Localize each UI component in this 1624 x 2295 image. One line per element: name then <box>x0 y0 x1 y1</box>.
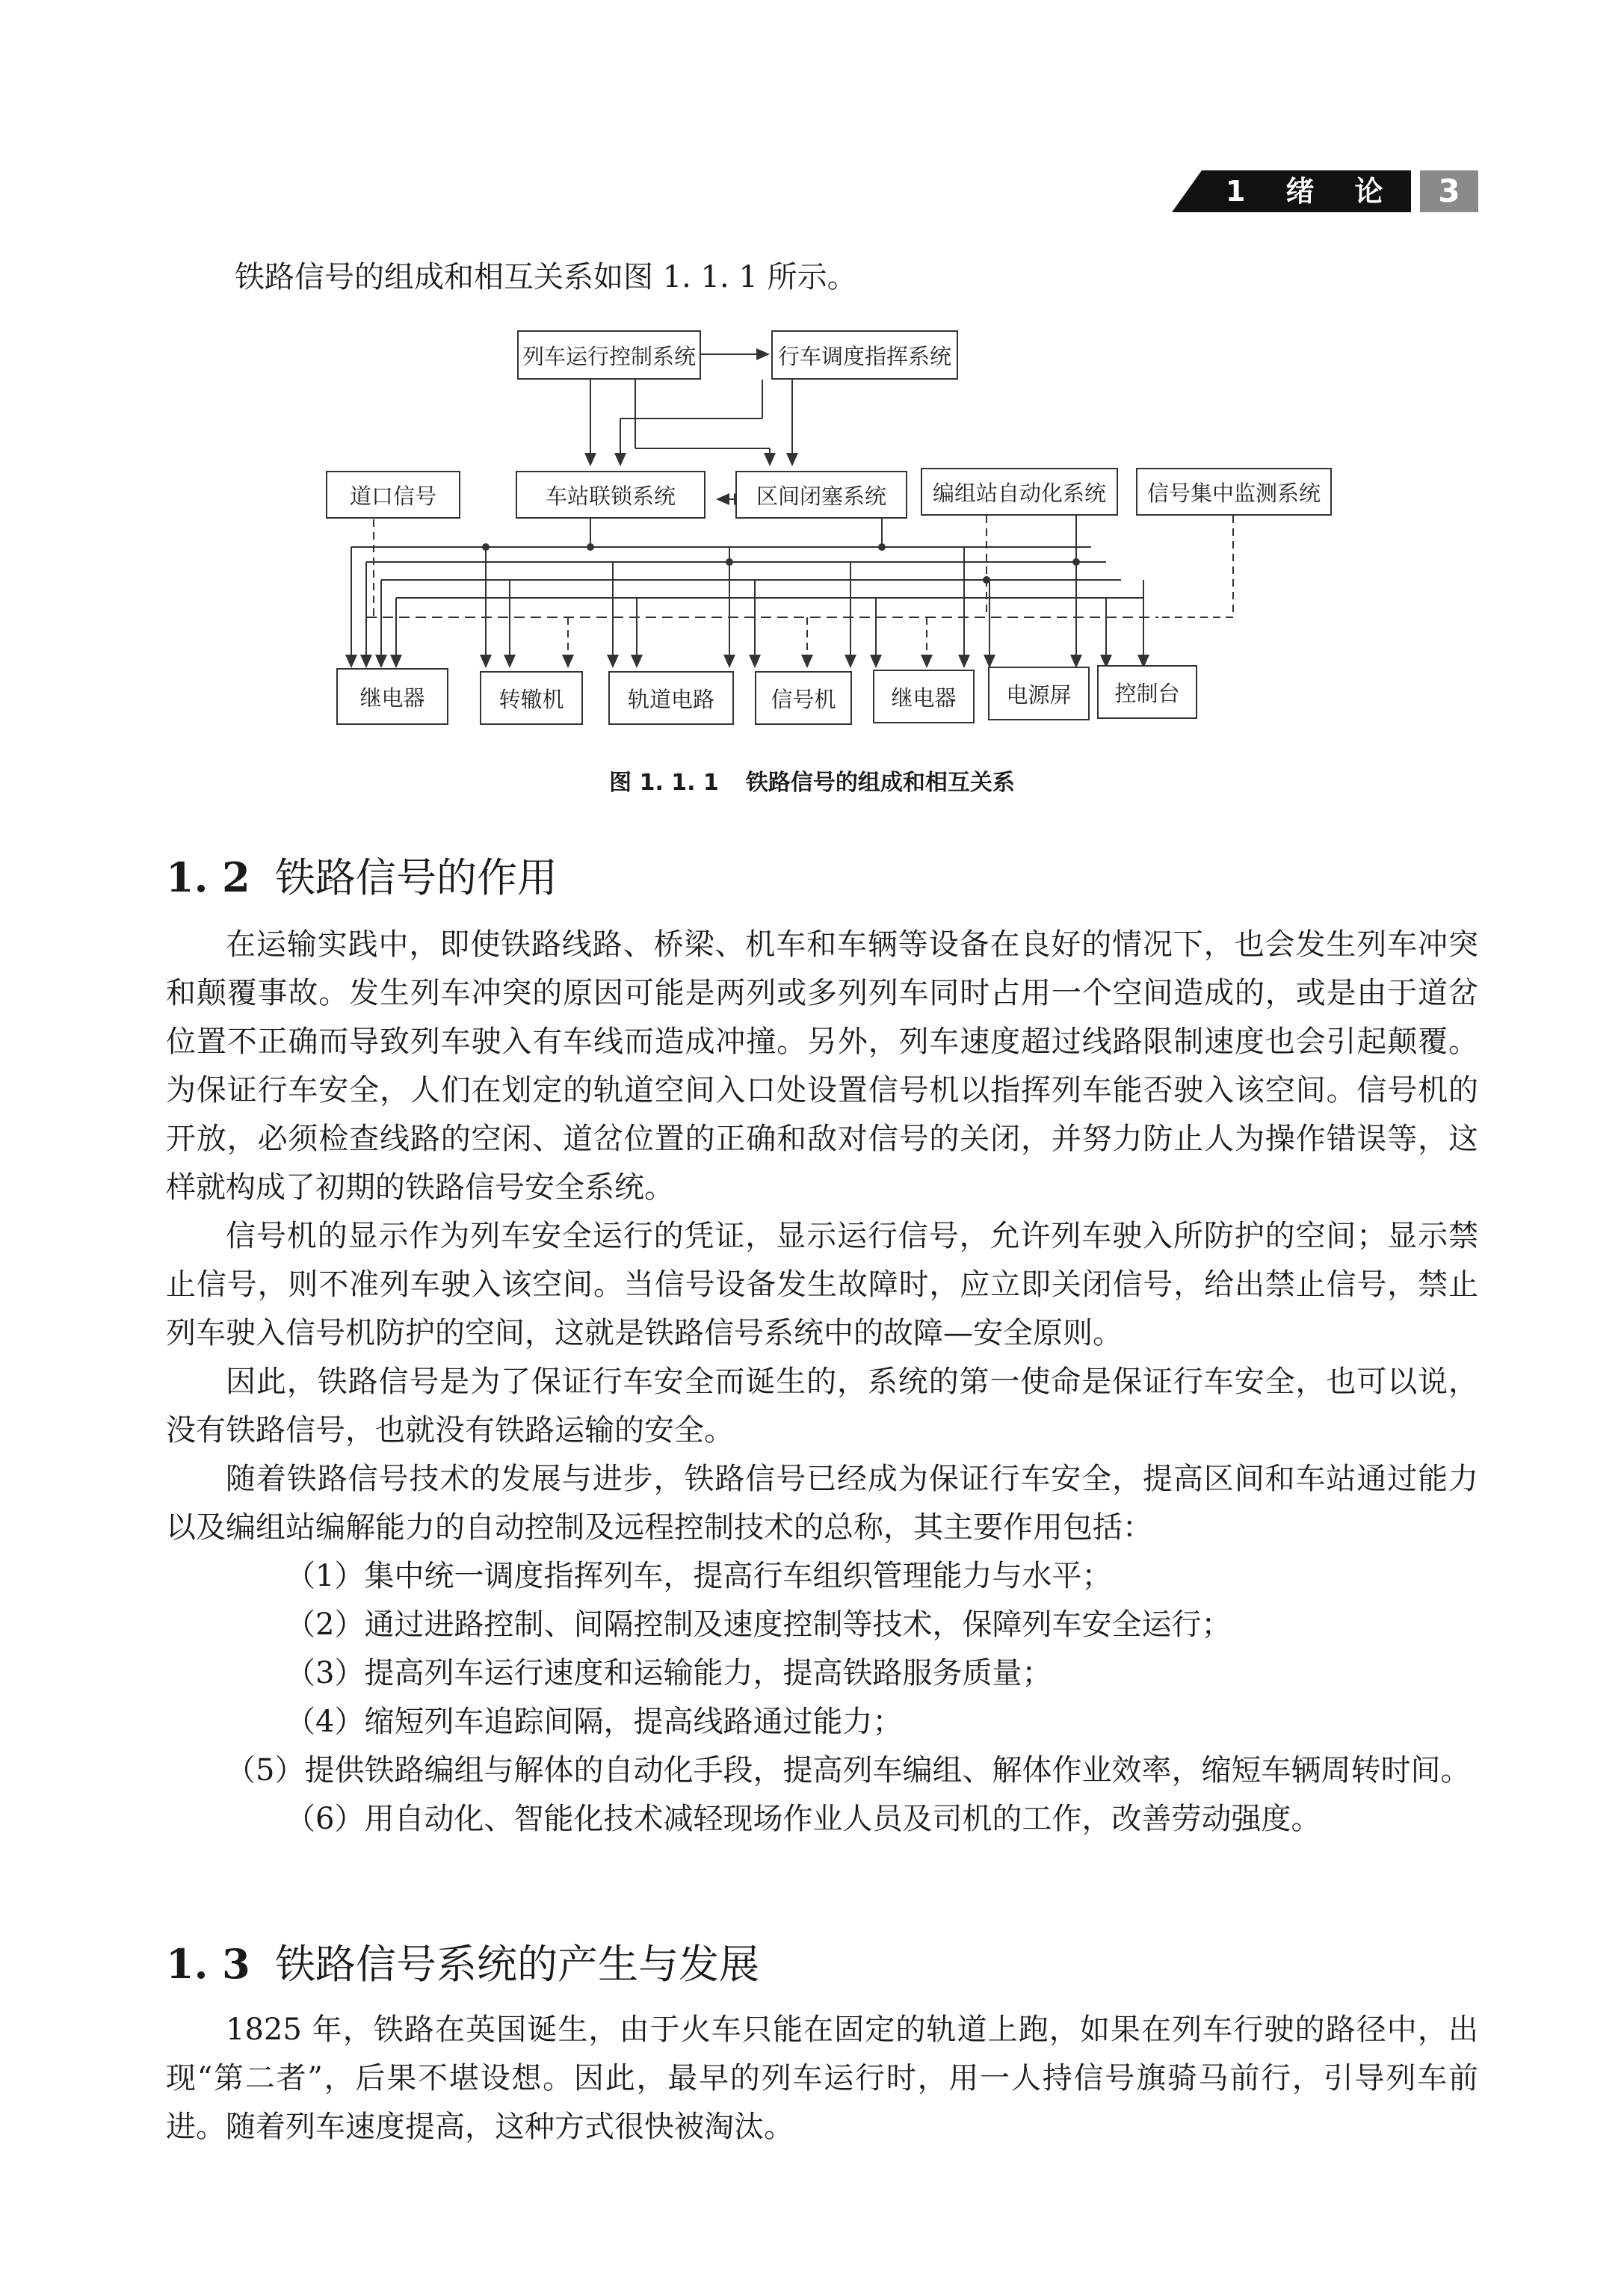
section-heading-1-2 <box>166 846 558 904</box>
section-heading-1-3 <box>166 1933 759 1990</box>
list-item: （4）缩短列车追踪间隔，提高线路通过能力； <box>285 1705 903 1739</box>
list-item: （3）提高列车运行速度和运输能力，提高铁路服务质量； <box>285 1656 1052 1690</box>
box-interlocking: 车站联锁系统 <box>516 471 706 519</box>
figure-text: 铁路信号的组成和相互关系 <box>745 770 1015 796</box>
list-item: （5）提供铁路编组与解体的自动化手段，提高列车编组、解体作业效率，缩短车辆周转时间。 <box>226 1753 1471 1788</box>
paragraph: 信号机的显示作为列车安全运行的凭证，显示运行信号，允许列车驶入所防护的空间；显示禁止信号，则不准列车驶入该空间。当信号设备发生故障时，应立即关闭信号，给出禁止信号，禁止列车驶入信号机防护的空间，这就是铁路信号系统中的故障—安全原则。 <box>166 1219 1478 1350</box>
box-train-control: 列车运行控制系统 <box>517 330 701 380</box>
chapter-title-char-1: 绪 <box>1285 175 1316 208</box>
chapter-title <box>1226 170 1384 212</box>
section-1-2-body <box>166 921 1478 1844</box>
paragraph: 1825 年，铁路在英国诞生，由于火车只能在固定的轨道上跑，如果在列车行驶的路径中，出现“第二者”，后果不堪设想。因此，最早的列车运行时，用一人持信号旗骑马前行，引导列车前进。随着列车速度提高，这种方式很快被淘汰。 <box>166 2013 1478 2144</box>
list-item: （6）用自动化、智能化技术减轻现场作业人员及司机的工作，改善劳动强度。 <box>285 1802 1321 1836</box>
list-item: （2）通过进路控制、间隔控制及速度控制等技术，保障列车安全运行； <box>285 1607 1232 1642</box>
box-marshalling: 编组站自动化系统 <box>921 468 1118 516</box>
box-switch-machine: 转辙机 <box>480 671 583 725</box>
box-console: 控制台 <box>1097 665 1197 719</box>
system-diagram <box>314 321 1345 740</box>
box-block: 区间闭塞系统 <box>735 471 907 519</box>
page-number: 3 <box>1420 170 1478 212</box>
intro-text: 铁路信号的组成和相互关系如图 1. 1. 1 所示。 <box>235 260 857 294</box>
box-track-circuit: 轨道电路 <box>608 671 734 725</box>
paragraph: 在运输实践中，即使铁路线路、桥梁、机车和车辆等设备在良好的情况下，也会发生列车冲突和颠覆事故。发生列车冲突的原因可能是两列或多列列车同时占用一个空间造成的，或是由于道岔位置不正确而导致列车驶入有车线而造成冲撞。另外，列车速度超过线路限制速度也会引起颠覆。为保证行车安全，人们在划定的轨道空间入口处设置信号机以指挥列车能否驶入该空间。信号机的开放，必须检查线路的空闲、道岔位置的正确和敌对信号的关闭，并努力防止人为操作错误等，这样就构成了初期的铁路信号安全系统。 <box>166 927 1478 1205</box>
paragraph: 随着铁路信号技术的发展与进步，铁路信号已经成为保证行车安全，提高区间和车站通过能力以及编组站编解能力的自动控制及远程控制技术的总称，其主要作用包括： <box>166 1462 1478 1545</box>
box-level-crossing: 道口信号 <box>326 471 460 519</box>
box-monitoring: 信号集中监测系统 <box>1136 468 1332 516</box>
box-relay-2: 继电器 <box>873 670 975 723</box>
list-item: （1）集中统一调度指挥列车，提高行车组织管理能力与水平； <box>285 1559 1112 1593</box>
paragraph: 因此，铁路信号是为了保证行车安全而诞生的，系统的第一使命是保证行车安全，也可以说，没有铁路信号，也就没有铁路运输的安全。 <box>166 1365 1478 1448</box>
section-number: 1. 3 <box>166 1940 250 1988</box>
section-1-3-body <box>166 2006 1478 2152</box>
figure-label: 图 1. 1. 1 <box>609 770 719 796</box>
box-power-panel: 电源屏 <box>988 667 1090 720</box>
box-dispatch: 行车调度指挥系统 <box>771 330 958 380</box>
box-signal: 信号机 <box>755 671 852 725</box>
chapter-title-char-2: 论 <box>1354 175 1385 208</box>
section-title: 铁路信号的作用 <box>275 854 558 901</box>
figure-caption <box>0 764 1624 797</box>
section-number: 1. 2 <box>166 853 250 901</box>
box-relay-1: 继电器 <box>336 668 448 725</box>
chapter-number: 1 <box>1226 175 1247 208</box>
section-title: 铁路信号系统的产生与发展 <box>275 1941 759 1988</box>
